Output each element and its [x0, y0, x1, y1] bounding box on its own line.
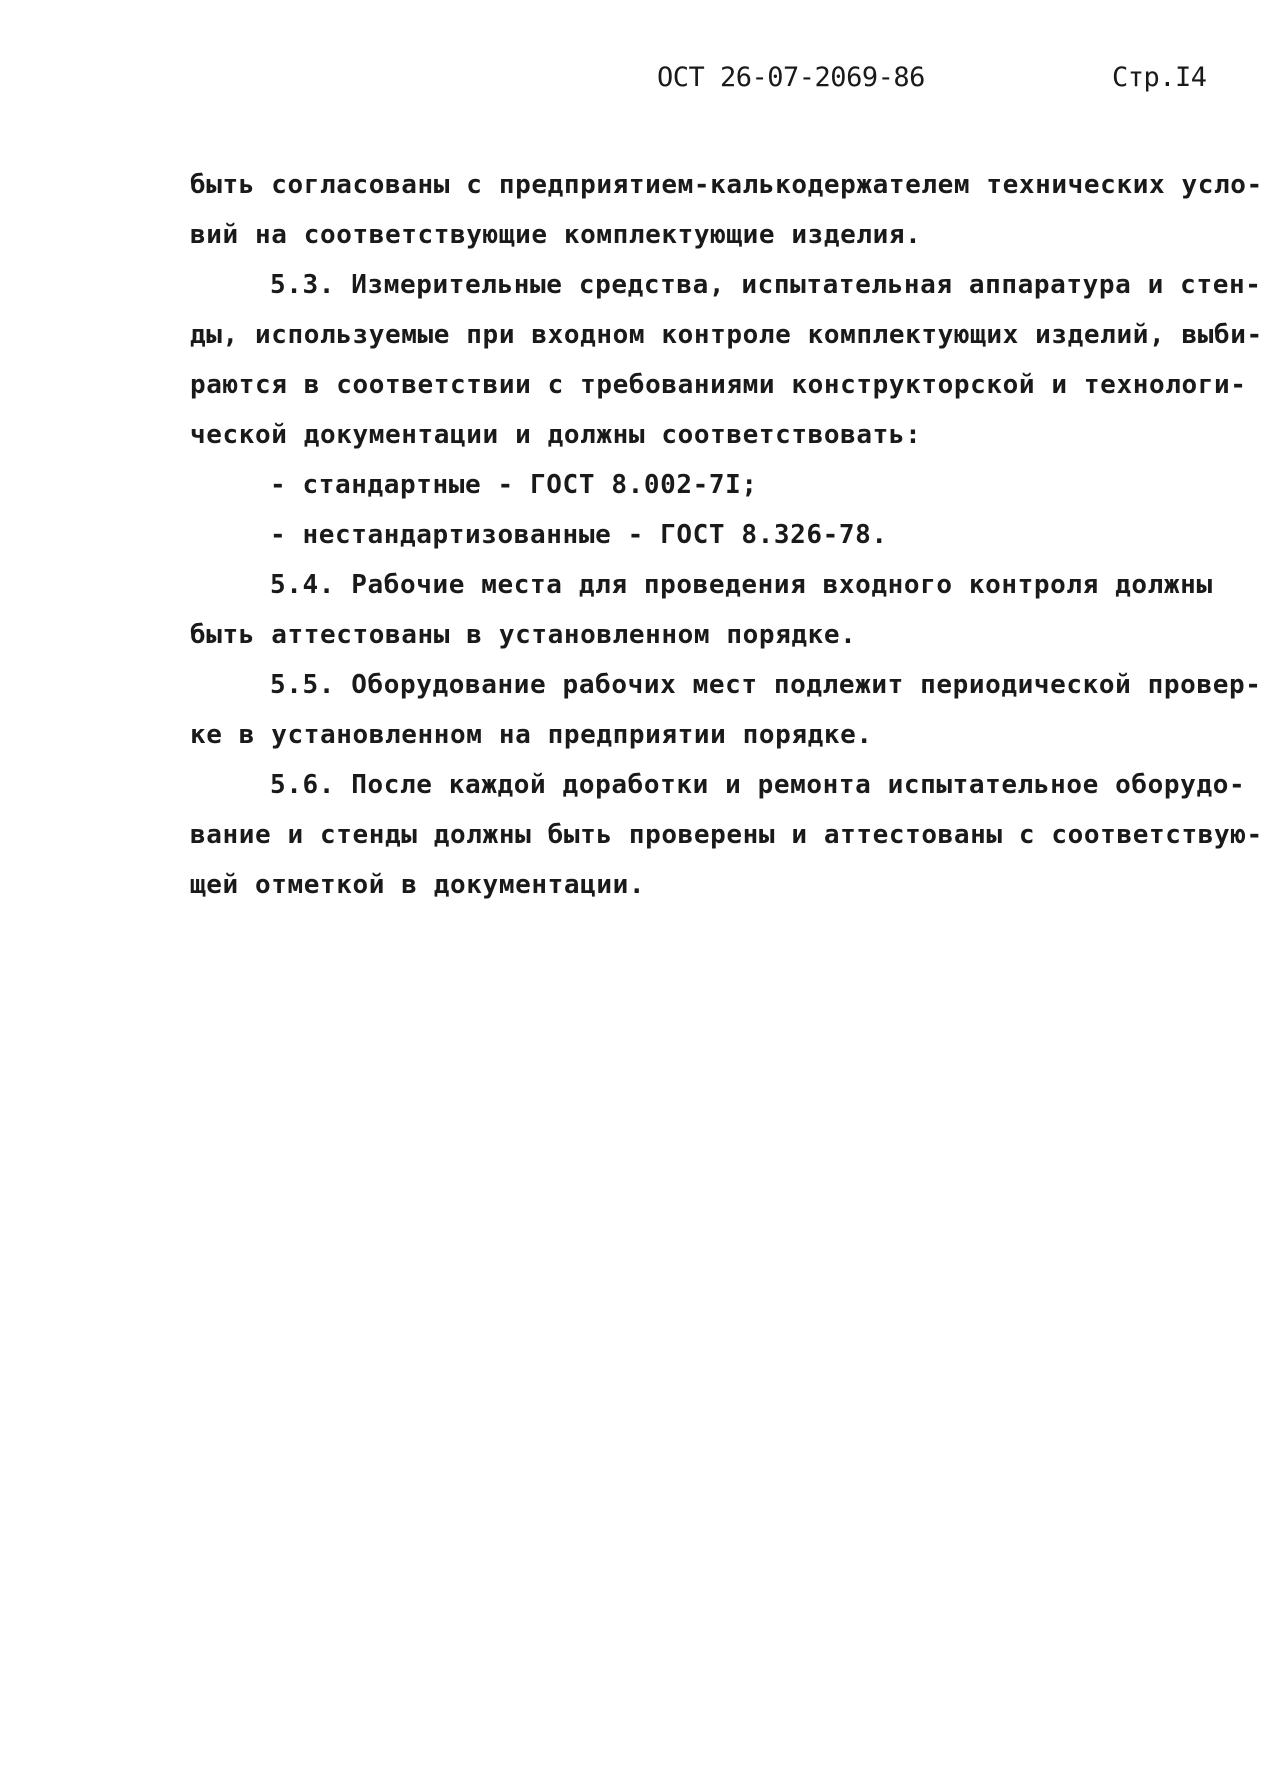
text-line: ке в установленном на предприятии порядке.	[190, 720, 873, 750]
document-body	[190, 160, 1263, 910]
paragraph-5-3-start: 5.3. Измерительные средства, испытательная аппаратура и стен-	[270, 270, 1262, 300]
text-line: быть согласованы с предприятием-калькодержателем технических усло-	[190, 170, 1263, 200]
list-item-standard: - стандартные - ГОСТ 8.002-7I;	[270, 470, 758, 500]
paragraph-5-4-start: 5.4. Рабочие места для проведения входного контроля должны	[270, 570, 1213, 600]
paragraph-5-6-start: 5.6. После каждой доработки и ремонта испытательное оборудо-	[270, 770, 1246, 800]
text-line: щей отметкой в документации.	[190, 870, 646, 900]
list-item-nonstandard: - нестандартизованные - ГОСТ 8.326-78.	[270, 520, 888, 550]
text-line: ческой документации и должны соответствовать:	[190, 420, 922, 450]
document-code: ОСТ 26-07-2069-86	[657, 62, 925, 93]
text-line: вий на соответствующие комплектующие изделия.	[190, 220, 922, 250]
text-line: ды, используемые при входном контроле комплектующих изделий, выби-	[190, 320, 1263, 350]
page-number: Стр.I4	[1112, 62, 1207, 93]
paragraph-5-5-start: 5.5. Оборудование рабочих мест подлежит периодической провер-	[270, 670, 1262, 700]
text-line: раются в соответствии с требованиями конструкторской и технологи-	[190, 370, 1247, 400]
text-line: вание и стенды должны быть проверены и аттестованы с соответствую-	[190, 820, 1263, 850]
text-line: быть аттестованы в установленном порядке.	[190, 620, 857, 650]
